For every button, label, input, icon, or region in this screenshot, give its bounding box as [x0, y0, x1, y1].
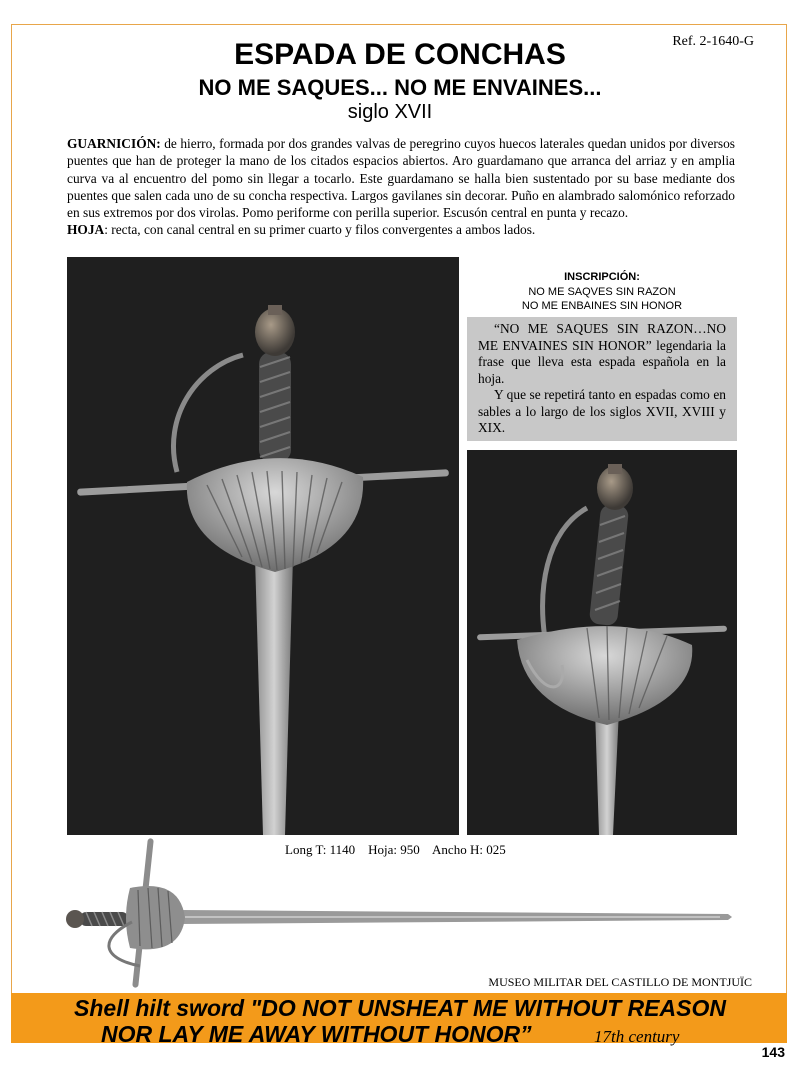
inscription-line-1: NO ME SAQVES SIN RAZON: [528, 285, 676, 298]
description-paragraph: [67, 135, 735, 239]
page-title: ESPADA DE CONCHAS: [234, 38, 566, 71]
guarnicion-text: de hierro, formada por dos grandes valvas de peregrino cuyos huecos laterales quedan unidos por diversos puentes que han de proteger la mano de los citados espacios abiertos. Aro guardamano que arranca del arriaz y en amplia curva va al encuentro del pomo sin llegar a tocarlo. Este guardamano se halla bien sustentado por su base mediante dos puentes que salen cada uno de su concha respectiva. Largos gavilanes sin decorar. Puño en alambrado salomónico reforzado en sus extremos por dos virolas. Pomo periforme con perilla superior. Escusón central en punta y recazo.: [67, 136, 735, 221]
quote-box: [467, 317, 737, 441]
inscription-line-2: NO ME ENBAINES SIN HONOR: [521, 300, 683, 312]
guarnicion-label: GUARNICIÓN:: [67, 136, 161, 151]
quote-paragraph-2: Y que se repetirá tanto en espadas como en sables a lo largo de los siglos XVII, XVIII y XIX.: [478, 387, 726, 435]
page-subtitle-century: siglo XVII: [347, 101, 433, 123]
dimensions-caption: Long T: 1140 Hoja: 950 Ancho H: 025: [285, 842, 506, 857]
english-title-line-2: NOR LAY ME AWAY WITHOUT HONOR”: [101, 1021, 532, 1047]
page-number: 143: [761, 1044, 785, 1060]
sword-hilt-front-photo: [67, 257, 459, 835]
hoja-label: HOJA: [67, 222, 105, 238]
inscription-heading: INSCRIPCIÓN:: [564, 271, 640, 283]
sword-hilt-side-photo: [467, 450, 737, 835]
quote-paragraph-1: “NO ME SAQUES SIN RAZON…NO ME ENVAINES SIN HONOR” legendaria la frase que lleva esta espada española en la hoja.: [478, 321, 726, 386]
full-sword-photo: [60, 838, 740, 993]
page-subtitle-motto: NO ME SAQUES... NO ME ENVAINES...: [198, 75, 602, 100]
english-title-line-1: Shell hilt sword "DO NOT UNSHEAT ME WITHOUT REASON: [74, 995, 726, 1021]
reference-number: Ref. 2-1640-G: [672, 34, 754, 49]
english-century: 17th century: [594, 1027, 680, 1046]
hoja-text: : recta, con canal central en su primer cuarto y filos convergentes a ambos lados.: [104, 222, 536, 238]
inscription-block: [467, 270, 737, 314]
museum-caption: MUSEO MILITAR DEL CASTILLO DE MONTJUÏC: [488, 975, 752, 989]
